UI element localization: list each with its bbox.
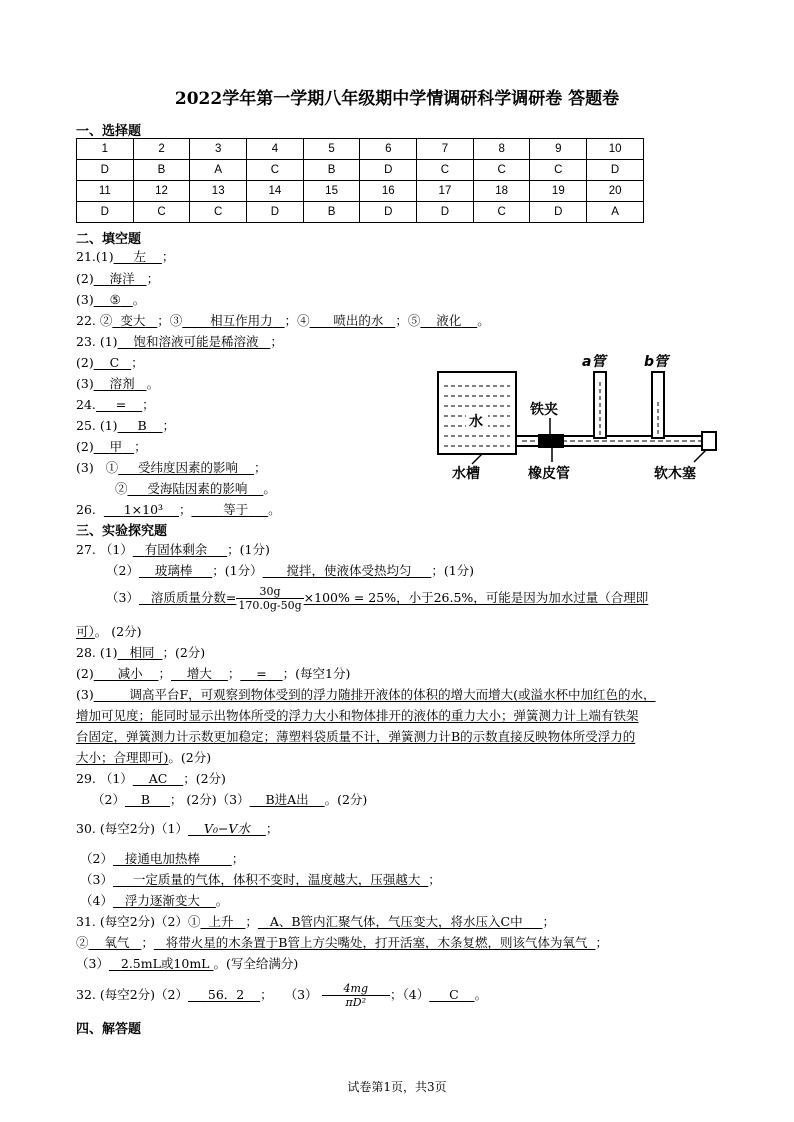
q28-line-3 bbox=[76, 687, 656, 703]
answer-blank bbox=[188, 821, 266, 836]
table-cell: C bbox=[133, 202, 190, 223]
tube-b-label: b管 bbox=[644, 354, 669, 370]
answer-text: 可） bbox=[76, 624, 95, 639]
fraction-numerator: 30g bbox=[236, 585, 303, 599]
answer-text: 接通电加热棒 bbox=[124, 851, 200, 866]
question-label: (2) bbox=[76, 355, 94, 370]
table-cell: B bbox=[303, 202, 360, 223]
score-note: ；(每空1分) bbox=[282, 666, 351, 681]
clamp-label: 铁夹 bbox=[530, 402, 558, 418]
score-note: 。 (2分) bbox=[94, 624, 142, 639]
table-cell: 8 bbox=[473, 139, 530, 160]
question-label: 29. （1） bbox=[76, 771, 133, 786]
question-label: (2) bbox=[76, 439, 94, 454]
answer-blank bbox=[96, 397, 142, 412]
sub-label: （4） bbox=[80, 893, 113, 908]
q27-line-4 bbox=[76, 624, 141, 640]
table-cell: D bbox=[530, 202, 587, 223]
answer-text: 海洋 bbox=[109, 271, 135, 286]
table-cell: 6 bbox=[360, 139, 417, 160]
q25-line-1: 25. (1) B ； bbox=[76, 418, 176, 433]
cork-pointer bbox=[694, 450, 706, 462]
table-cell: D bbox=[77, 160, 134, 181]
answer-table bbox=[76, 138, 644, 223]
table-cell: C bbox=[190, 202, 247, 223]
q23-line-2: (2) C ； bbox=[76, 355, 144, 370]
answer-text: AC bbox=[148, 771, 168, 786]
table-cell: D bbox=[360, 160, 417, 181]
answer-blank bbox=[240, 666, 282, 681]
table-cell: 15 bbox=[303, 181, 360, 202]
table-cell: C bbox=[473, 202, 530, 223]
score-note: ；(1分) bbox=[431, 563, 475, 578]
question-label: 28. (1) bbox=[76, 645, 118, 660]
table-row bbox=[77, 160, 644, 181]
table-cell: 16 bbox=[360, 181, 417, 202]
cork-label: 软木塞 bbox=[654, 466, 696, 482]
score-note: ； (2分)（3） bbox=[169, 792, 250, 807]
answer-text: 相互作用力 bbox=[210, 313, 273, 328]
answer-text: 溶质质量分数= bbox=[150, 590, 237, 605]
tube-a-label: a管 bbox=[582, 354, 606, 370]
question-label: 23. (1) bbox=[76, 334, 118, 349]
answer-blank bbox=[128, 481, 264, 496]
question-label: 21.(1) bbox=[76, 249, 114, 264]
table-cell: 12 bbox=[133, 181, 190, 202]
q23-line-1: 23. (1) 饱和溶液可能是稀溶液 ； bbox=[76, 334, 283, 349]
q22-line: 22. ② 变大 ；③ 相互作用力 ；④ 喷出的水 ；⑤ 液化 。 bbox=[76, 313, 490, 328]
sub-label: ② bbox=[76, 935, 89, 950]
answer-blank bbox=[182, 313, 284, 328]
answer-text: 减小 bbox=[117, 666, 143, 681]
fraction-numerator: 4mg bbox=[322, 982, 390, 996]
cork bbox=[702, 432, 716, 450]
apparatus-diagram bbox=[432, 352, 732, 492]
q27-line-1 bbox=[76, 542, 270, 558]
answer-blank bbox=[263, 563, 432, 578]
sub-label: （2） bbox=[92, 792, 125, 807]
answer-blank bbox=[113, 872, 428, 887]
answer-blank bbox=[118, 645, 163, 660]
table-cell: 13 bbox=[190, 181, 247, 202]
q23-line-3: (3) 溶剂 。 bbox=[76, 376, 160, 391]
question-label: (3) bbox=[76, 687, 94, 702]
answer-blank bbox=[113, 851, 232, 866]
answer-blank bbox=[258, 914, 543, 929]
answer-blank bbox=[191, 502, 268, 517]
q30-line-3: （3） 一定质量的气体，体积不变时，温度越大，压强越大 ； bbox=[80, 872, 441, 887]
answer-text: B bbox=[137, 418, 147, 433]
question-label: 31. (每空2分)（2）① bbox=[76, 914, 201, 929]
answer-text: 氧气 bbox=[104, 935, 130, 950]
answer-text: 等于 bbox=[223, 502, 249, 517]
q31-line-2: ② 氧气 ； 将带火星的木条置于B管上方尖嘴处，打开活塞，木条复燃，则该气体为氧气 ； bbox=[76, 935, 608, 950]
q29-line-2 bbox=[92, 792, 367, 808]
table-cell: B bbox=[133, 160, 190, 181]
section-heading-fill: 二、填空题 bbox=[76, 232, 142, 247]
answer-blank bbox=[139, 590, 236, 605]
q32-line: 32. (每空2分)（2） 56．2 ； （3） $\frac{4mg}{\text{πD²}}$ ；（4） C 。 bbox=[76, 982, 488, 1009]
sub-label: ⑤ bbox=[407, 313, 421, 328]
table-cell: 18 bbox=[473, 181, 530, 202]
score-note: ；(1分) bbox=[227, 542, 270, 557]
answer-blank bbox=[118, 334, 271, 349]
answer-blank bbox=[94, 376, 147, 391]
question-label: (2) bbox=[76, 666, 94, 681]
answer-text: 受海陆因素的影响 bbox=[147, 481, 248, 496]
tank-label: 水槽 bbox=[452, 466, 480, 482]
answer-blank bbox=[429, 987, 474, 1002]
question-label: (3) bbox=[76, 376, 94, 391]
table-cell: A bbox=[190, 160, 247, 181]
mass-fraction-formula bbox=[236, 585, 303, 612]
sub-label: （2） bbox=[106, 563, 139, 578]
answer-text: 左 bbox=[133, 249, 146, 264]
answer-blank bbox=[114, 249, 162, 264]
answer-blank bbox=[94, 439, 134, 454]
answer-text: 上升 bbox=[208, 914, 234, 929]
q28-line-1 bbox=[76, 645, 205, 661]
answer-text: A、B管内汇聚气体，气压变大，将水压入C中 bbox=[269, 914, 523, 929]
q31-line-1: 31. (每空2分)（2）① 上升 ； A、B管内汇聚气体，气压变大，将水压入C中 ； bbox=[76, 914, 556, 929]
answer-text: ×100% = 25%，小于26.5%，可能是因为加水过量（合理即 bbox=[303, 590, 649, 605]
section-heading-answer: 四、解答题 bbox=[76, 1022, 142, 1037]
answer-blank bbox=[250, 792, 325, 807]
answer-text: 饱和溶液可能是稀溶液 bbox=[133, 334, 259, 349]
sub-label: ① bbox=[105, 460, 119, 475]
answer-text: 增大 bbox=[186, 666, 212, 681]
question-label: 27. bbox=[76, 542, 96, 557]
sub-label: ④ bbox=[297, 313, 310, 328]
question-label: 22. ② bbox=[76, 313, 113, 328]
rubber-tube-label: 橡皮管 bbox=[528, 466, 570, 482]
question-label: 25. (1) bbox=[76, 418, 118, 433]
fraction-denominator: 170.0g-50g bbox=[238, 599, 302, 612]
q21-line-3: (3) ⑤ 。 bbox=[76, 292, 146, 307]
table-cell: C bbox=[417, 160, 474, 181]
answer-blank bbox=[133, 771, 183, 786]
answer-blank bbox=[118, 460, 254, 475]
question-label: (3) bbox=[76, 292, 94, 307]
table-cell: 19 bbox=[530, 181, 587, 202]
table-cell: 17 bbox=[417, 181, 474, 202]
q25-line-2: (2) 甲 ； bbox=[76, 439, 147, 454]
score-note: 。(2分) bbox=[324, 792, 368, 807]
table-cell: A bbox=[587, 202, 644, 223]
answer-text: 56．2 bbox=[207, 987, 245, 1002]
answer-text: C bbox=[449, 987, 459, 1002]
answer-blank bbox=[118, 418, 163, 433]
section-heading-experiment: 三、实验探究题 bbox=[76, 524, 168, 539]
answer-blank bbox=[139, 563, 212, 578]
q24-line: 24. = ； bbox=[76, 397, 155, 412]
table-cell: 11 bbox=[77, 181, 134, 202]
table-cell: 1 bbox=[77, 139, 134, 160]
table-cell: B bbox=[303, 160, 360, 181]
table-cell: 9 bbox=[530, 139, 587, 160]
answer-blank bbox=[89, 935, 142, 950]
answer-text: 喷出的水 bbox=[333, 313, 384, 328]
score-note: 。(2分) bbox=[168, 750, 212, 765]
table-cell: 20 bbox=[587, 181, 644, 202]
table-cell: D bbox=[247, 202, 304, 223]
question-label: 30. (每空2分)（1） bbox=[76, 821, 189, 836]
pressure-formula bbox=[322, 982, 390, 1009]
table-cell: 14 bbox=[247, 181, 304, 202]
table-cell: C bbox=[473, 160, 530, 181]
answer-blank bbox=[94, 355, 131, 370]
table-row bbox=[77, 202, 644, 223]
q28-line-4: 增加可见度；能同时显示出物体所受的浮力大小和物体排开的液体的重力大小；弹簧测力计上端有铁架 bbox=[76, 708, 639, 723]
q26-line: 26. 1×10³ ； 等于 。 bbox=[76, 502, 281, 517]
answer-text: 1×10³ bbox=[123, 502, 164, 517]
q30-line-4: （4） 浮力逐渐变大 。 bbox=[80, 893, 229, 908]
answer-text: V₀−V水 bbox=[203, 821, 250, 836]
rubber-tube bbox=[538, 434, 564, 448]
q30-line-1: 30. (每空2分)（1） V₀−V水 ； bbox=[76, 821, 279, 836]
table-row bbox=[77, 139, 644, 160]
question-label: 26. bbox=[76, 502, 96, 517]
q29-line-1 bbox=[76, 771, 226, 787]
answer-text: = bbox=[115, 397, 127, 412]
answer-text: B bbox=[140, 792, 151, 807]
answer-blank bbox=[133, 542, 227, 557]
q27-line-3 bbox=[106, 583, 648, 613]
answer-blank bbox=[94, 687, 656, 702]
q21-line-1: 21.(1) 左 ； bbox=[76, 249, 175, 264]
table-cell: 10 bbox=[587, 139, 644, 160]
section-heading-choice: 一、选择题 bbox=[76, 124, 142, 139]
table-cell: D bbox=[360, 202, 417, 223]
answer-text: 有固体剩余 bbox=[144, 542, 208, 557]
answer-text: ⑤ bbox=[109, 292, 121, 307]
q21-line-2: (2) 海洋 ； bbox=[76, 271, 160, 286]
q28-line-6 bbox=[76, 750, 211, 766]
q25-line-4: ② 受海陆因素的影响 。 bbox=[115, 481, 276, 496]
answer-blank bbox=[109, 956, 214, 971]
question-label: (2) bbox=[76, 271, 94, 286]
answer-text: 一定质量的气体，体积不变时，温度越大，压强越大 bbox=[132, 872, 421, 887]
water-label: 水 bbox=[469, 414, 483, 430]
question-label: 24. bbox=[76, 397, 96, 412]
answer-blank bbox=[94, 666, 159, 681]
table-cell: 2 bbox=[133, 139, 190, 160]
answer-blank bbox=[201, 914, 246, 929]
table-cell: C bbox=[530, 160, 587, 181]
score-note: ；(2分) bbox=[183, 771, 226, 786]
answer-text: 甲 bbox=[109, 439, 123, 454]
apparatus-figure bbox=[432, 352, 732, 492]
table-cell: C bbox=[247, 160, 304, 181]
q30-line-2: （2） 接通电加热棒 ； bbox=[80, 851, 245, 866]
answer-text: 变大 bbox=[120, 313, 146, 328]
score-note: ；(1分） bbox=[212, 563, 263, 578]
table-cell: 5 bbox=[303, 139, 360, 160]
table-cell: D bbox=[587, 160, 644, 181]
answer-text: 大小；合理即可) bbox=[76, 750, 169, 765]
answer-blank bbox=[125, 792, 170, 807]
answer-blank bbox=[171, 666, 228, 681]
score-note: 。(写全给满分) bbox=[213, 956, 299, 971]
sub-label: ② bbox=[115, 481, 128, 496]
table-cell: 4 bbox=[247, 139, 304, 160]
answer-blank bbox=[94, 271, 147, 286]
answer-blank bbox=[104, 502, 179, 517]
sub-label: ③ bbox=[169, 313, 183, 328]
answer-blank bbox=[112, 313, 157, 328]
answer-text: 浮力逐渐变大 bbox=[124, 893, 200, 908]
answer-text: 2.5mL或10mL bbox=[120, 956, 210, 971]
q28-line-2: (2) 减小 ； 增大 ； = ；(每空1分) bbox=[76, 666, 351, 681]
answer-text: 相同 bbox=[129, 645, 155, 660]
answer-text: 玻璃棒 bbox=[154, 563, 193, 578]
sub-label: （3） bbox=[284, 987, 318, 1002]
sub-label: （3） bbox=[106, 590, 139, 605]
answer-text: 液化 bbox=[436, 313, 462, 328]
answer-blank bbox=[113, 893, 216, 908]
question-label: 32. (每空2分)（2） bbox=[76, 987, 189, 1002]
answer-blank bbox=[310, 313, 396, 328]
table-row bbox=[77, 181, 644, 202]
answer-text: 溶剂 bbox=[109, 376, 135, 391]
sub-label: （3） bbox=[80, 872, 113, 887]
table-cell: D bbox=[77, 202, 134, 223]
tank-pointer bbox=[472, 454, 482, 464]
sub-label: ；（4） bbox=[390, 987, 430, 1002]
score-note: ；(2分) bbox=[162, 645, 206, 660]
q25-line-3: (3) ① 受纬度因素的影响 ； bbox=[76, 460, 267, 475]
table-cell: 3 bbox=[190, 139, 247, 160]
table-cell: 7 bbox=[417, 139, 474, 160]
sub-label: （3） bbox=[76, 956, 109, 971]
answer-text: = bbox=[256, 666, 267, 681]
table-cell: D bbox=[417, 202, 474, 223]
answer-text: B进A出 bbox=[265, 792, 309, 807]
page-footer: 试卷第1页，共3页 bbox=[347, 1080, 447, 1094]
answer-text: C bbox=[109, 355, 120, 370]
answer-text: 受纬度因素的影响 bbox=[138, 460, 239, 475]
answer-blank bbox=[420, 313, 477, 328]
answer-text: 调高平台F，可观察到物体受到的浮力随排开液体的体积的增大而增大(或溢水杯中加红色的水， bbox=[129, 687, 656, 702]
sub-label: （1） bbox=[99, 542, 133, 557]
q28-line-5: 台固定，弹簧测力计示数更加稳定；薄塑料袋质量不计，弹簧测力计B的示数直接反映物体所受浮力的 bbox=[76, 729, 636, 744]
answer-blank bbox=[154, 935, 596, 950]
sub-label: （2） bbox=[80, 851, 113, 866]
answer-text: 搅拌，使液体受热均匀 bbox=[286, 563, 412, 578]
q27-line-2 bbox=[106, 563, 474, 579]
fraction-denominator: πD² bbox=[345, 996, 366, 1009]
answer-text: 将带火星的木条置于B管上方尖嘴处，打开活塞，木条复燃，则该气体为氧气 bbox=[165, 935, 588, 950]
question-label: (3) bbox=[76, 460, 94, 475]
q31-line-3 bbox=[76, 956, 298, 972]
page-title: 2022学年第一学期八年级期中学情调研科学调研卷 答题卷 bbox=[174, 89, 620, 109]
answer-blank bbox=[188, 987, 260, 1002]
answer-blank bbox=[94, 292, 133, 307]
